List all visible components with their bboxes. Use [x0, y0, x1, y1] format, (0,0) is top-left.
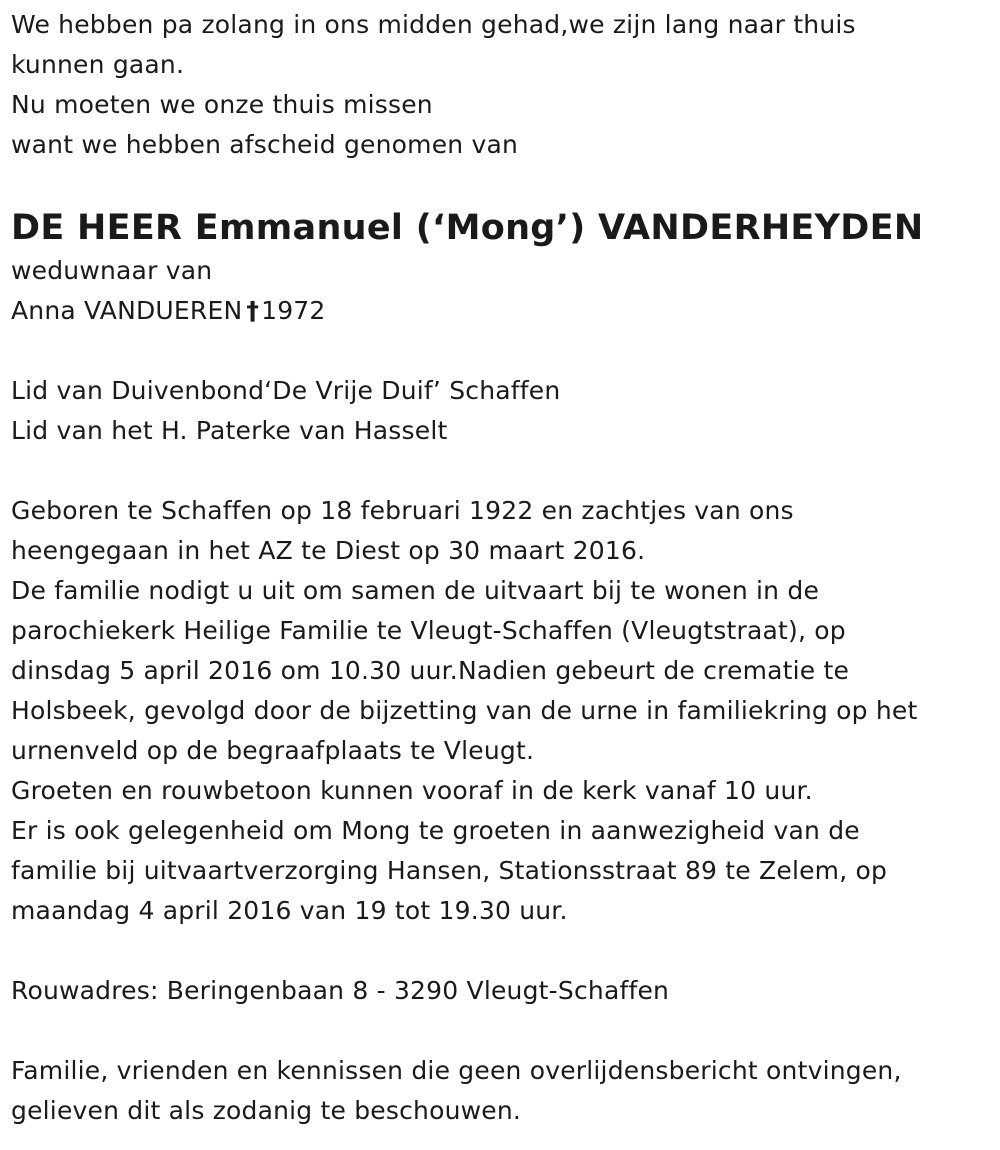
spouse-death-year: 1972: [261, 296, 326, 325]
spacer: [11, 451, 986, 491]
details-line: Er is ook gelegenheid om Mong te groeten in aanwezigheid van de: [11, 816, 860, 845]
intro-line: Nu moeten we onze thuis missen: [11, 90, 433, 119]
details-line: dinsdag 5 april 2016 om 10.30 uur.Nadien gebeurt de crematie te: [11, 656, 850, 685]
deceased-name: DE HEER Emmanuel (‘Mong’) VANDERHEYDEN: [11, 208, 924, 248]
spacer: [11, 331, 986, 371]
intro-line: We hebben pa zolang in ons midden gehad,we zijn lang naar thuis: [11, 10, 856, 39]
spacer: [11, 931, 986, 971]
intro-text: [11, 5, 986, 165]
details-line: Geboren te Schaffen op 18 februari 1922 en zachtjes van ons: [11, 496, 794, 525]
closing-line: Familie, vrienden en kennissen die geen overlijdensbericht ontvingen,: [11, 1056, 902, 1085]
memberships-section: [11, 371, 986, 451]
intro-line: want we hebben afscheid genomen van: [11, 130, 519, 159]
spacer: [11, 165, 986, 205]
details-line: De familie nodigt u uit om samen de uitvaart bij te wonen in de: [11, 576, 820, 605]
obituary-notice: [11, 5, 986, 1131]
mourning-address: Rouwadres: Beringenbaan 8 - 3290 Vleugt-Schaffen: [11, 976, 670, 1005]
membership-line: Lid van het H. Paterke van Hasselt: [11, 416, 448, 445]
details-line: heengegaan in het AZ te Diest op 30 maart 2016.: [11, 536, 646, 565]
relation-text: weduwnaar van: [11, 256, 213, 285]
details-line: Holsbeek, gevolgd door de bijzetting van de urne in familiekring op het: [11, 696, 918, 725]
details-line: parochiekerk Heilige Familie te Vleugt-Schaffen (Vleugtstraat), op: [11, 616, 846, 645]
closing-section: [11, 1051, 986, 1131]
closing-line: gelieven dit als zodanig te beschouwen.: [11, 1096, 522, 1125]
details-line: urnenveld op de begraafplaats te Vleugt.: [11, 736, 535, 765]
details-line: Groeten en rouwbetoon kunnen vooraf in de kerk vanaf 10 uur.: [11, 776, 813, 805]
cross-icon: †: [246, 296, 260, 325]
intro-line: kunnen gaan.: [11, 50, 185, 79]
spacer: [11, 1011, 986, 1051]
spouse-name: Anna VANDUEREN: [11, 296, 243, 325]
details-line: maandag 4 april 2016 van 19 tot 19.30 uur.: [11, 896, 568, 925]
details-section: [11, 491, 986, 931]
details-line: familie bij uitvaartverzorging Hansen, Stationsstraat 89 te Zelem, op: [11, 856, 888, 885]
deceased-section: [11, 205, 986, 331]
membership-line: Lid van Duivenbond‘De Vrije Duif’ Schaffen: [11, 376, 561, 405]
spouse-line: [11, 291, 986, 331]
